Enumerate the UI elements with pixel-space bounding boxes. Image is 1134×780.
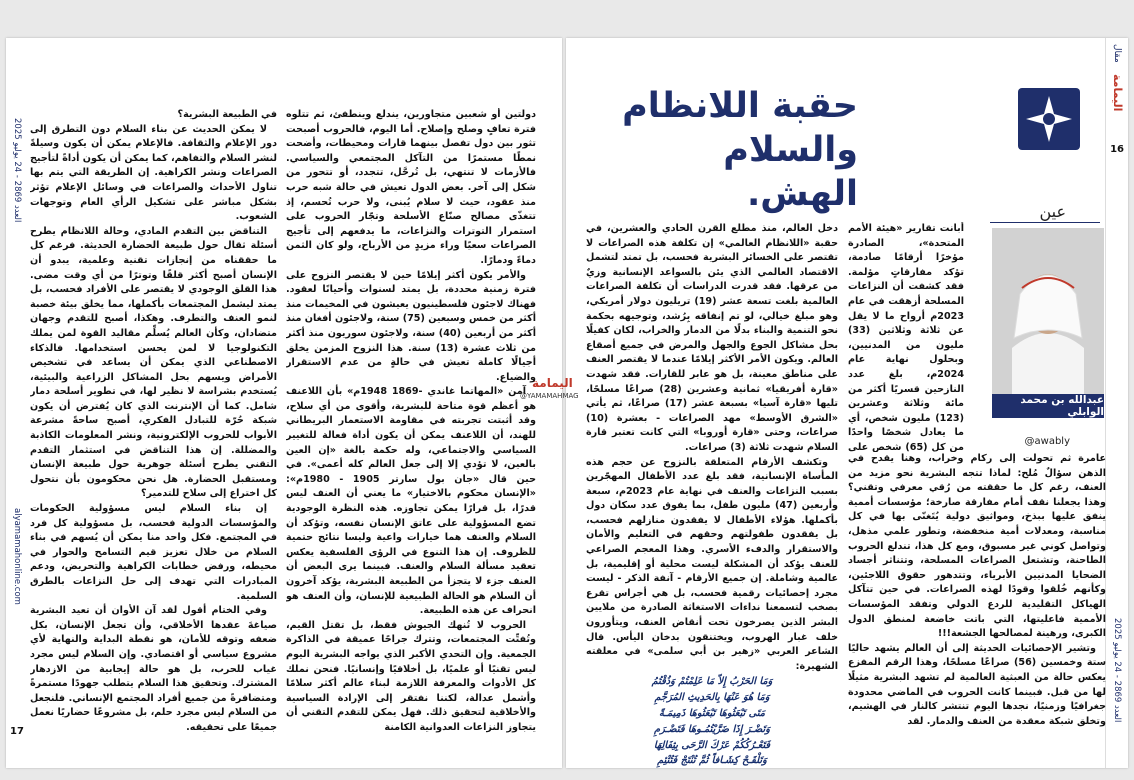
right-margin-strip	[1105, 38, 1128, 768]
author-photo	[992, 228, 1104, 408]
paragraph: إن بناء السلام ليس مسؤولية الحكومات والمؤسسات الدولية فحسب، بل مسؤولية كل فرد في المجتمع. فكل واحد منا يمكن أن يُسهم في بناء السلام من خلال تعزيز قيم التسامح والحوار في محيطه، ورفض خطابات الكراهية والتحريض، ودعم المبادرات التي تهدف إلى حل النزاعات بالطرق السلمية.	[30, 503, 277, 602]
author-name: عبدالله بن محمد الوابلي	[992, 394, 1104, 418]
paragraph: في الطبيعة البشرية؟	[177, 109, 277, 120]
title-line-2: والسلام الهش.	[723, 130, 858, 214]
poem-line: مَتَى تَبْعَثُوهَا تَبْعَثُوهَا ذَمِيمَـةً	[658, 708, 766, 719]
column-logo	[1018, 88, 1080, 150]
issue-info-right: العدد 2869 - 24 يوليو 2025	[1112, 618, 1122, 723]
paragraph: التناقض بين التقدم المادي، وحالة اللانظام يطرح أسئلة ثقال حول طبيعة الحضارة الحديثة. فرغم كل ما حققناه من إنجازات تقنية وعلمية، يبدو أن الإنسان أصبح أكثر قلقًا وتوترًا من أي وقت مضى. هذا القلق الوجودي لا يقتصر على الأفراد فحسب، بل يمتد ليشمل المجتمعات بأكملها، مما يخلق بيئة خصبة لنمو العنف والتطرف. وهكذا، أصبح للتقدم وجهان متضادان، وكأن العالم يُسلِّم مقاليد القوة لمن يملك التكنولوجيا لا لمن يحسن استخدامها. فالذكاء الاصطناعي الذي يمكن أن يساعد في تشخيص الأمراض ويسهم بحل المشاكل الزراعية والبيئية، يُستخدم بشراسة لا نظير لها، في تطوير أسلحة دمار شامل. كما أن الإنترنت الذي كان يُفترض أن يكون شبكة حُرّة للتبادل الفكري، أصبح ساحةً مشرعة الأبواب للحروب الإلكترونية، ونشر المعلومات الكاذبة والمضللة. إن هذا التناقض في استثمار التقدم التقني يطرح أسئلة جوهرية حول طبيعة الإنسان ومستقبل الحضارة. هل نحن محكومون بأن نتحول كل اختراع إلى سلاح للتدمير؟	[30, 225, 277, 500]
paragraph: دولتين أو شعبين متجاورين، يندلع وينطفئ، ثم تتلوه فترة تعافٍ وصلح وإصلاح. أما اليوم، فالحروب أصبحت تثور بين دول تفصل بينهما قارات ومحيطات، وأضحت نمطًا مستمرًا من التآكل المجتمعي والسياسي. فالأزمات لا تنتهي، بل تُرحَّل، تتجدد، أو تتحور من شكل إلى آخر. بعض الدول تعيش في حالة شبه حرب منذ عقود، حيث لا سلام يُبنى، ولا حرب تُحسم، إذ تتغذّى مصالح صنّاع الأسلحة وتجّار الحروب على استمرار التوترات والنزاعات، ما يدفعهم إلى تأجيج الصراعات سعيًا وراء مزيدٍ من الأرباح، ولو كان الثمن دماءً ودمارًا.	[286, 109, 536, 266]
paragraph: لا يمكن الحديث عن بناء السلام دون التطرق إلى دور الإعلام والثقافة. فالإعلام يمكن أن يكون وسيلةً لنشر السلام والتفاهم، كما يمكن أن يكون أداةً لتأجيج الصراعات ونشر الكراهية. إن الطريقة التي يتم بها تناول الأحداث والصراعات في وسائل الإعلام تؤثر بشكل مباشر على تشكيل الرأي العام وتوجهات الشعوب.	[30, 123, 277, 223]
paragraph: وتشير الإحصائيات الحديثة إلى أن العالم يشهد حاليًا ستة وخمسين (56) صراعًا مسلحًا، وهذا الرقم المفزع يعكس حالة من العبثية العالمية لم تشهد البشرية مثيلًا لها من قبل. فبينما كانت الحروب في الماضي محدودة جغرافيًا وزمنيًا، نجدها اليوم تنتشر كالنار في الهشيم، وتخلق شبكة معقدة من العنف والدمار. لقد	[848, 642, 1106, 727]
paragraph: آمن «المهاتما غاندي -1869 1948م» بأن اللاعنف هو أعظم قوة متاحة للبشرية، وأقوى من أي سلاح، وقد أثبتت تجربته في مقاومة الاستعمار البريطاني للهند، أن اللاعنف يمكن أن يكون أداة فعالة للتغيير السياسي والاجتماعي، وله حكمة بالغة «إن العين بالعين، لا تؤدي إلا إلى جعل العالم كله أعمى». في حين قال «جان بول سارتر 1905 - 1980م»: «الإنسان محكوم بالاختيار» ما يعني أن العنف ليس قدرًا، بل قرارًا يمكن تجاوزه. هذه النظرة الوجودية تضع المسؤولية على عاتق الإنسان نفسه، وتؤكد أن السلام والعنف هما خيارات واعية وليسا نتائج حتمية للظروف. إن هذا التنوع في الرؤى الفلسفية يعكس تعقيد مسألة السلام والعنف. فبينما يرى البعض أن العنف جزء لا يتجزأ من الطبيعة البشرية، يؤكد آخرون أن السلام هو الحالة الطبيعية للإنسان، وأن العنف هو انحراف عن هذه الطبيعة.	[286, 386, 536, 617]
page-number-left: 17	[10, 726, 24, 737]
column-l2	[30, 108, 277, 764]
poem-line: وَمَا هُوَ عَنْهَا بِالحَدِيثِ المُرَجَّمِ	[654, 692, 770, 704]
column-r2	[586, 222, 838, 768]
title-line-1: حقبة اللانظام	[622, 86, 858, 126]
left-page	[6, 38, 562, 768]
right-page	[566, 38, 1128, 768]
category-label: عين	[1039, 202, 1066, 221]
column-r1-bottom	[848, 452, 1106, 768]
page-number-right: 16	[1110, 144, 1124, 155]
author-portrait-icon	[992, 228, 1104, 408]
poem	[586, 674, 838, 768]
column-l1	[286, 108, 536, 764]
divider	[990, 222, 1100, 223]
left-margin-strip	[6, 38, 28, 768]
paragraph: وفي الختام أقول لقد آن الأوان أن تعيد البشرية صياغةَ عقدها الأخلاقي، وأن تجعل الإنسان، بكل ضعفه وتوقه للأمان، هو نقطة البداية والنهاية لأي مشروع سياسي أو اقتصادي. وإن السلام ليس مجرد غياب للحرب، بل هو حالة إيجابية من الازدهار المشترك. وتحقيق هذا السلام يتطلب جهودًا مستمرةً ومتضافرةً من جميع أفراد المجتمع الإنساني. فلنجعل من السلام ليس مجرد حلم، بل مشروعًا حضاريًا نعمل جميعًا على تحقيقه.	[30, 605, 277, 733]
paragraph: وتكشف الأرقام المتعلقة بالنزوح عن حجم هذه المأساة الإنسانية، فقد بلغ عدد الأطفال المهجّرين بسبب النزاعات والعنف في نهاية عام 2023م، سبعة وأربعين (47) مليون طفل، بما يفوق عدد سكان دول بأكملها. هؤلاء الأطفال لا يفقدون منازلهم فحسب، بل يفقدون طفولتهم وحقهم في التعليم والأمان والاستقرار والدفء الأسري. وهذا المعجم الصراعي للعنف يؤكد أن المشكلة ليست محلية أو إقليمية، بل عالمية وشاملة. إن جميع الأرقام - آنفة الذكر - ليست مجرد إحصائيات رقمية فحسب، بل هي أجراس تقرع بصخب لتسمعنا نداءات الاستغاثة الصادرة من ملايين البشر الذين يصرخون تحت أنقاض العنف، ويتأورون خلف غبار الهروب، ويختنقون بدخان اليأس. قال الشاعر العربي «زهير بن أبي سلمى» في معلقته الشهيرة:	[586, 456, 838, 672]
paragraph: الحروب لا تُنهك الجيوش فقط، بل تقتل القيم، وتُفتِّت المجتمعات، وتترك جراحًا عميقة في الذاكرة الجمعية. وإن التحدي الأكبر الذي يواجه البشرية اليوم ليس تقنيًا أو علميًا، بل أخلاقيًا وإنسانيًا. فنحن نملك كل الأدوات والمعرفة اللازمة لبناء عالم أكثر سلامًا وأشمل عدالة، لكننا نفتقر إلى الإرادة السياسية والأخلاقية لتحقيق ذلك. فهل يمكن للتقدم التقني أن يتجاوز النزاعات العدوانية الكامنة	[286, 619, 536, 733]
issue-info-left: العدد 2869 - 24 يوليو 2025	[12, 118, 22, 223]
magazine-name: اليمامة	[1111, 74, 1124, 112]
poem-line: وَتَلْقَـحْ كِشَـافاً ثُمَّ تُنْتَجْ فَتُتْئِمِ	[657, 755, 767, 767]
column-r1-top	[848, 222, 964, 452]
magazine-signature-handle: @YAMAMAHMAG	[520, 392, 579, 400]
article-title	[618, 84, 858, 216]
poem-line: وَمَا الحَرْبُ إِلاّ مَا عَلِمْتُمْ وَذُقْتُمُ	[651, 676, 773, 688]
paragraph: والأمر يكون أكثر إيلامًا حين لا يقتصر النزوح على فترة زمنية محددة، بل يمتد لسنوات وأحيانًا لعقود. فهناك لاجئون فلسطينيون يعيشون في المخيمات منذ أكثر من خمس وسبعين (75) سنة، ولاجئون أفغان منذ أكثر من أربعين (40) سنة، ولاجئون سوريون منذ أكثر من ثلاث عشرة (13) سنة. هذا النزوح المزمن يخلق أجيالًا كاملة تعيش في حالةٍ من عدم الاستقرار والضياع.	[286, 269, 536, 383]
poem-line: وَتَضْـرَ إِذَا ضَرَّيْتُمُـوهَا فَتَضْـرَمِ	[654, 723, 770, 735]
paragraph: دخل العالم، منذ مطلع القرن الحادي والعشرين، في حقبة «اللانظام العالمي» إن تكلفة هذه الصراعات لا تقتصر على الخسائر البشرية فحسب، بل تمتد لتشمل الاقتصاد العالمي الذي يئن بالسواعد الإنسانية وزيٌ من عرقها. فقد قدرت الدراسات أن تكلفة الصراعات العالمية بلغت تسعة عشر (19) تريليون دولار أمريكي، وهو مبلغ خيالي، لو تم إنفاقه بِرُشد، وتوجيهه بحكمة نحو التنمية والبناء بدلًا من الدمار والخراب، لكان كفيلًا بحل مشاكل الجوع والجهل والمرض في جميع أصقاع العالم. ويكون الأمر الأكثر إيلامًا عندما لا يقتصر العنف على مناطق معينة، بل هو عابر للقارات. فقد شهدت «قارة أفريقيا» ثمانية وعشرين (28) صراعًا مسلحًا، تليها «قارة آسيا» بسبعة عشر (17) صراعًا، ثم يأتي «الشرق الأوسط» مهد الصراعات - بعشرة (10) صراعات، وحتى «قارة أوروبا» التي كانت تعتبر قارة السلام شهدت ثلاثة (3) صراعات.	[586, 223, 838, 453]
starburst-icon	[1018, 88, 1080, 150]
poem-line: فَتَعْـرُكُكُمْ عَرْكَ الرَّحَى بِثِفَالِهَا	[653, 739, 771, 751]
magazine-signature-mark: اليمامة	[532, 376, 573, 390]
author-handle: @awably	[1024, 436, 1070, 447]
paragraph: عامرة ثم تحولت إلى ركام وخراب، وهنا يقدح في الذهن سؤالٌ مُلح: لماذا تتجه البشرية نحو مزيد من العنف، رغم كل ما حققته من رُقي معرفي وتقني؟ وهذا يجعلنا نقف أمام مفارقة صارخة؛ مؤسسات أممية ينفق عليها ببذخ، ومواثيق دولية يُتَغنّى بها في كل مناسبة، ومعدلات أمية منخفضة، وتطور علمي مذهل، وتواصل كوني غير مسبوق، ومع كل هذا، تندلع الحروب الطاحنة، وتشتعل الصراعات المسلحة، وتتناثر أجساد الضحايا المدنيين الأبرياء، وتتدهور حقوق اللاجئين، وكأنهم خُلقوا وقودًا لهذه الصراعات. في حين تتآكل الهياكل التقليدية للردع الدولي وتفقد المؤسسات الأممية فاعليتها، التي باتت خاضعة لمنطق الدول الكبرى، ورهينة لمصالحها الجشعة!!!	[848, 453, 1106, 640]
paragraph: أبانت تقارير «هيئة الأمم المتحدة»، الصادرة مؤخرًا أرقامًا صادمة، تؤكد مفارقاتٍ مؤلمة. فقد كشفت أن النزاعات المسلحة أزهقت في عام 2023م أرواح ما لا يقل عن ثلاثة وثلاثين (33) مليون من المدنيين، وبحلول نهاية عام 2024م، بلغ عدد النازحين قسريًا أكثر من مائة وثلاثة وعشرين (123) مليون شخص، أي ما يعادل شخصًا واحدًا من كل (65) شخص على	[848, 223, 964, 452]
website-label: alyamamahonline.com	[12, 508, 22, 605]
section-label: مقال	[1112, 44, 1122, 63]
